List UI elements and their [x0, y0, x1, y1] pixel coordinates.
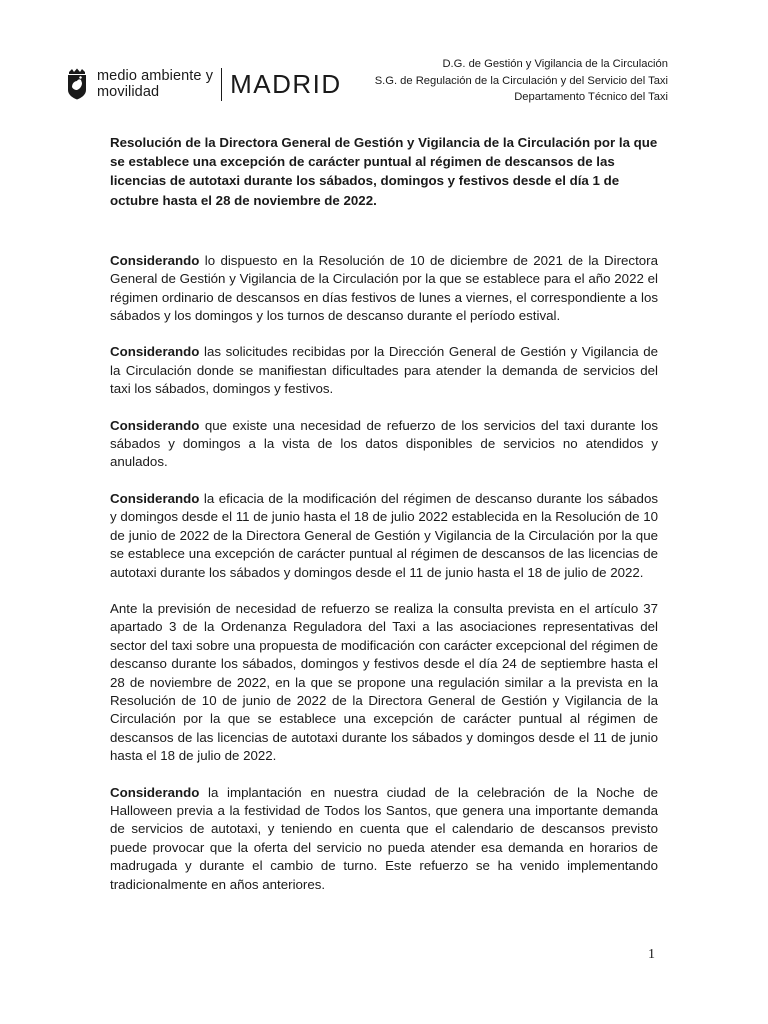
paragraph: [110, 490, 658, 582]
paragraph-lead: Considerando: [110, 490, 200, 506]
city-wordmark: MADRID: [230, 69, 342, 99]
document-body: [110, 133, 658, 912]
office-line-subdirection: S.G. de Regulación de la Circulación y del Servicio del Taxi: [374, 74, 668, 87]
paragraph-text: lo dispuesto en la Resolución de 10 de diciembre de 2021 de la Directora General de Gestión y Vigilancia de la Circulación por la que se establece para el año 2022 el régimen ordinario de descansos en días festivos de lunes a viernes, el correspondiente a los sábados y los domingos y los turnos de descanso durante el período estival.: [110, 252, 658, 324]
paragraph: [110, 784, 658, 894]
department-line-2: movilidad: [97, 84, 160, 100]
paragraph-lead: Considerando: [110, 417, 200, 433]
paragraph-text: que existe una necesidad de refuerzo de los servicios del taxi durante los sábados y domingos a la vista de los datos disponibles de servicios no atendidos y anulados.: [110, 417, 658, 470]
paragraph-text: la implantación en nuestra ciudad de la celebración de la Noche de Halloween previa a la festividad de Todos los Santos, que genera una importante demanda de servicios de autotaxi, y teniendo en cuenta que el calendario de descansos previsto puede provocar que la oferta del servicio no pueda atender esa demanda en horarios de madrugada y durante el cambio de turno. Este refuerzo se ha venido implementando tradicionalmente en años anteriores.: [110, 784, 658, 892]
page-number: 1: [648, 947, 655, 962]
paragraph-text: Ante la previsión de necesidad de refuerzo se realiza la consulta prevista en el artículo 37 apartado 3 de la Ordenanza Reguladora del Taxi a las asociaciones representativas del sector del taxi sobre una propuesta de modificación con carácter excepcional del régimen de descanso durante los sábados, domingos y festivos desde el día 24 de septiembre hasta el 28 de noviembre de 2022, en la que se propone una regulación similar a la prevista en la Resolución de 10 de junio de 2022 de la Directora General de Gestión y Vigilancia de la Circulación por la que se establece una excepción de carácter puntual al régimen de descansos de las licencias de autotaxi durante los sábados y domingos desde el 11 de junio hasta el 18 de julio de 2022.: [110, 600, 658, 764]
office-line-department: Departamento Técnico del Taxi: [514, 91, 668, 103]
department-wordmark: [97, 68, 222, 101]
paragraph-text: la eficacia de la modificación del régimen de descanso durante los sábados y domingos desde el 11 de junio hasta el 18 de julio 2022 establecida en la Resolución de 10 de junio de 2022 de la Directora General de Gestión y Vigilancia de la Circulación por la que se establece una excepción de carácter puntual al régimen de descansos de las licencias de autotaxi durante los sábados y domingos desde el 11 de junio hasta el 18 de julio de 2022.: [110, 490, 658, 580]
paragraph-lead: Considerando: [110, 784, 200, 800]
madrid-logo: [66, 66, 342, 102]
office-lines: [375, 56, 668, 106]
office-line-general-direction: D.G. de Gestión y Vigilancia de la Circulación: [442, 58, 668, 70]
paragraph-lead: Considerando: [110, 344, 200, 360]
paragraph: [110, 417, 658, 472]
paragraph-lead: Considerando: [110, 252, 200, 268]
document-title: Resolución de la Directora General de Gestión y Vigilancia de la Circulación por la que se establece una excepción de carácter puntual al régimen de descansos de las licencias de autotaxi durante los sábados, domingos y festivos desde el día 1 de octubre hasta el 28 de noviembre de 2022.: [110, 135, 658, 208]
paragraph: [110, 600, 658, 766]
madrid-bear-crest-icon: [66, 68, 88, 100]
letterhead: [66, 52, 668, 108]
department-line-1: medio ambiente y: [97, 68, 214, 84]
paragraph: [110, 343, 658, 398]
paragraph: [110, 252, 658, 326]
paragraph-text: las solicitudes recibidas por la Dirección General de Gestión y Vigilancia de la Circulación donde se manifiestan dificultades para atender la demanda de servicios del taxi los sábados, domingos y festivos.: [110, 344, 658, 397]
